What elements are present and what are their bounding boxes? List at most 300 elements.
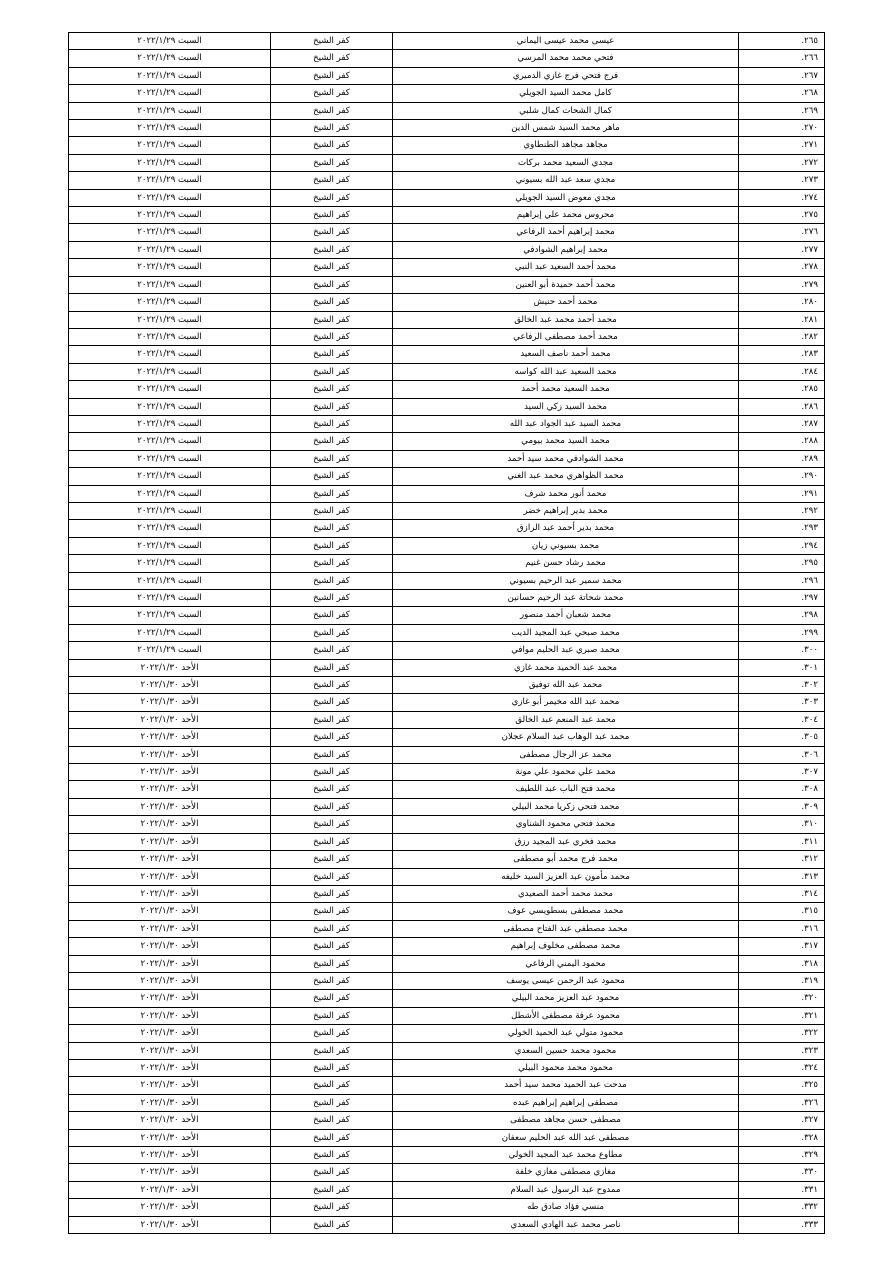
- table-row: [69, 746, 825, 763]
- person-name-cell: عيسى محمد عيسى اليماني: [393, 33, 739, 50]
- village-cell: كفر الشيخ: [271, 241, 393, 258]
- table-row: [69, 433, 825, 450]
- person-name-cell: محمد عبد الحميد محمد غازي: [393, 659, 739, 676]
- person-name-cell: محمد مصطفى عبد الفتاح مصطفى: [393, 920, 739, 937]
- row-number-cell: ٢٦٦.: [739, 50, 825, 67]
- date-cell: الأحد ٢٠٢٢/١/٣٠: [69, 1216, 271, 1233]
- row-number-cell: ٣٢٥.: [739, 1077, 825, 1094]
- row-number-cell: ٢٨٤.: [739, 363, 825, 380]
- date-cell: السبت ٢٠٢٢/١/٢٩: [69, 555, 271, 572]
- row-number-cell: ٢٨٩.: [739, 450, 825, 467]
- person-name-cell: محمد أحمد مصطفى الرفاعي: [393, 328, 739, 345]
- village-cell: كفر الشيخ: [271, 485, 393, 502]
- date-cell: السبت ٢٠٢٢/١/٢٩: [69, 572, 271, 589]
- person-name-cell: محمود متولي عبد الحميد الخولي: [393, 1025, 739, 1042]
- village-cell: كفر الشيخ: [271, 868, 393, 885]
- person-name-cell: مدحت عبد الحميد محمد سيد أحمد: [393, 1077, 739, 1094]
- village-cell: كفر الشيخ: [271, 1181, 393, 1198]
- person-name-cell: محمد رشاد حسن غنيم: [393, 555, 739, 572]
- table-row: [69, 1077, 825, 1094]
- table-row: [69, 711, 825, 728]
- person-name-cell: محمد شحاتة عبد الرحيم حسانين: [393, 590, 739, 607]
- date-cell: السبت ٢٠٢٢/١/٢٩: [69, 102, 271, 119]
- row-number-cell: ٣٠٣.: [739, 694, 825, 711]
- date-cell: السبت ٢٠٢٢/١/٢٩: [69, 468, 271, 485]
- village-cell: كفر الشيخ: [271, 137, 393, 154]
- person-name-cell: محمود محمد محمود البيلي: [393, 1059, 739, 1076]
- village-cell: كفر الشيخ: [271, 502, 393, 519]
- row-number-cell: ٢٩٢.: [739, 502, 825, 519]
- village-cell: كفر الشيخ: [271, 276, 393, 293]
- date-cell: السبت ٢٠٢٢/١/٢٩: [69, 137, 271, 154]
- row-number-cell: ٣٠٦.: [739, 746, 825, 763]
- table-row: [69, 415, 825, 432]
- person-name-cell: مصطفى إبراهيم إبراهيم عبده: [393, 1094, 739, 1111]
- row-number-cell: ٣٢٣.: [739, 1042, 825, 1059]
- row-number-cell: ٢٨٦.: [739, 398, 825, 415]
- row-number-cell: ٢٩٧.: [739, 590, 825, 607]
- date-cell: السبت ٢٠٢٢/١/٢٩: [69, 398, 271, 415]
- person-name-cell: محمد الظواهري محمد عبد الغني: [393, 468, 739, 485]
- village-cell: كفر الشيخ: [271, 677, 393, 694]
- village-cell: كفر الشيخ: [271, 920, 393, 937]
- date-cell: السبت ٢٠٢٢/١/٢٩: [69, 224, 271, 241]
- row-number-cell: ٢٨٧.: [739, 415, 825, 432]
- date-cell: الأحد ٢٠٢٢/١/٣٠: [69, 1147, 271, 1164]
- date-cell: الأحد ٢٠٢٢/١/٣٠: [69, 1129, 271, 1146]
- person-name-cell: فتحي محمد محمد المرسي: [393, 50, 739, 67]
- row-number-cell: ٣٢١.: [739, 1007, 825, 1024]
- table-row: [69, 798, 825, 815]
- table-row: [69, 1164, 825, 1181]
- date-cell: الأحد ٢٠٢٢/١/٣٠: [69, 938, 271, 955]
- row-number-cell: ٣٣١.: [739, 1181, 825, 1198]
- date-cell: الأحد ٢٠٢٢/١/٣٠: [69, 746, 271, 763]
- table-row: [69, 659, 825, 676]
- table-row: [69, 1129, 825, 1146]
- row-number-cell: ٢٧٦.: [739, 224, 825, 241]
- date-cell: الأحد ٢٠٢٢/١/٣٠: [69, 711, 271, 728]
- village-cell: كفر الشيخ: [271, 67, 393, 84]
- date-cell: الأحد ٢٠٢٢/١/٣٠: [69, 868, 271, 885]
- village-cell: كفر الشيخ: [271, 102, 393, 119]
- village-cell: كفر الشيخ: [271, 938, 393, 955]
- row-number-cell: ٢٩٠.: [739, 468, 825, 485]
- table-row: [69, 677, 825, 694]
- person-name-cell: فرج فتحي فرج غازي الدميري: [393, 67, 739, 84]
- row-number-cell: ٢٩٤.: [739, 537, 825, 554]
- row-number-cell: ٢٧٧.: [739, 241, 825, 258]
- person-name-cell: محمود عبد الرحمن عيسى يوسف: [393, 972, 739, 989]
- person-name-cell: محمد أحمد محمد عبد الخالق: [393, 311, 739, 328]
- date-cell: السبت ٢٠٢٢/١/٢٩: [69, 607, 271, 624]
- table-row: [69, 67, 825, 84]
- date-cell: السبت ٢٠٢٢/١/٢٩: [69, 85, 271, 102]
- table-row: [69, 1007, 825, 1024]
- village-cell: كفر الشيخ: [271, 120, 393, 137]
- person-name-cell: مجدي سعد عبد الله بسيوني: [393, 172, 739, 189]
- table-row: [69, 1216, 825, 1233]
- village-cell: كفر الشيخ: [271, 607, 393, 624]
- village-cell: كفر الشيخ: [271, 346, 393, 363]
- date-cell: الأحد ٢٠٢٢/١/٣٠: [69, 955, 271, 972]
- roster-table: [68, 32, 825, 1234]
- table-row: [69, 1094, 825, 1111]
- table-row: [69, 1199, 825, 1216]
- row-number-cell: ٢٦٩.: [739, 102, 825, 119]
- table-row: [69, 1059, 825, 1076]
- table-row: [69, 885, 825, 902]
- person-name-cell: محمد فتح الباب عبد اللطيف: [393, 781, 739, 798]
- person-name-cell: محمد محمد أحمد الصعيدي: [393, 885, 739, 902]
- row-number-cell: ٣٠٢.: [739, 677, 825, 694]
- table-row: [69, 189, 825, 206]
- village-cell: كفر الشيخ: [271, 885, 393, 902]
- date-cell: السبت ٢٠٢٢/١/٢٩: [69, 590, 271, 607]
- village-cell: كفر الشيخ: [271, 520, 393, 537]
- date-cell: السبت ٢٠٢٢/١/٢٩: [69, 537, 271, 554]
- table-row: [69, 259, 825, 276]
- person-name-cell: ناصر محمد عبد الهادي السعدي: [393, 1216, 739, 1233]
- village-cell: كفر الشيخ: [271, 798, 393, 815]
- date-cell: الأحد ٢٠٢٢/١/٣٠: [69, 816, 271, 833]
- table-row: [69, 555, 825, 572]
- table-row: [69, 729, 825, 746]
- village-cell: كفر الشيخ: [271, 781, 393, 798]
- date-cell: الأحد ٢٠٢٢/١/٣٠: [69, 885, 271, 902]
- row-number-cell: ٣٠٧.: [739, 764, 825, 781]
- person-name-cell: مغازي مصطفى مغازي خلفة: [393, 1164, 739, 1181]
- row-number-cell: ٣٢٢.: [739, 1025, 825, 1042]
- person-name-cell: محمد بدير إبراهيم خضر: [393, 502, 739, 519]
- village-cell: كفر الشيخ: [271, 450, 393, 467]
- row-number-cell: ٣٠٠.: [739, 642, 825, 659]
- row-number-cell: ٣٢٩.: [739, 1147, 825, 1164]
- person-name-cell: محروس محمد علي إبراهيم: [393, 207, 739, 224]
- date-cell: السبت ٢٠٢٢/١/٢٩: [69, 50, 271, 67]
- person-name-cell: مجاهد مجاهد الطنطاوي: [393, 137, 739, 154]
- table-row: [69, 972, 825, 989]
- person-name-cell: كامل محمد السيد الجويلي: [393, 85, 739, 102]
- table-row: [69, 781, 825, 798]
- row-number-cell: ٢٧١.: [739, 137, 825, 154]
- village-cell: كفر الشيخ: [271, 1007, 393, 1024]
- person-name-cell: محمود محمد حسين السعدي: [393, 1042, 739, 1059]
- table-row: [69, 50, 825, 67]
- row-number-cell: ٣١٢.: [739, 851, 825, 868]
- date-cell: الأحد ٢٠٢٢/١/٣٠: [69, 1025, 271, 1042]
- date-cell: الأحد ٢٠٢٢/١/٣٠: [69, 1112, 271, 1129]
- table-row: [69, 955, 825, 972]
- row-number-cell: ٢٨٨.: [739, 433, 825, 450]
- date-cell: الأحد ٢٠٢٢/١/٣٠: [69, 990, 271, 1007]
- row-number-cell: ٢٨٢.: [739, 328, 825, 345]
- row-number-cell: ٣٢٤.: [739, 1059, 825, 1076]
- table-row: [69, 502, 825, 519]
- village-cell: كفر الشيخ: [271, 729, 393, 746]
- village-cell: كفر الشيخ: [271, 1025, 393, 1042]
- village-cell: كفر الشيخ: [271, 1147, 393, 1164]
- date-cell: الأحد ٢٠٢٢/١/٣٠: [69, 972, 271, 989]
- row-number-cell: ٢٨٣.: [739, 346, 825, 363]
- person-name-cell: محمد عبد الله مخيمر أبو غازي: [393, 694, 739, 711]
- date-cell: السبت ٢٠٢٢/١/٢٩: [69, 294, 271, 311]
- village-cell: كفر الشيخ: [271, 1129, 393, 1146]
- table-row: [69, 241, 825, 258]
- person-name-cell: محمد السيد عبد الجواد عبد الله: [393, 415, 739, 432]
- table-row: [69, 607, 825, 624]
- village-cell: كفر الشيخ: [271, 33, 393, 50]
- date-cell: السبت ٢٠٢٢/١/٢٩: [69, 520, 271, 537]
- village-cell: كفر الشيخ: [271, 746, 393, 763]
- date-cell: السبت ٢٠٢٢/١/٢٩: [69, 67, 271, 84]
- table-row: [69, 120, 825, 137]
- village-cell: كفر الشيخ: [271, 572, 393, 589]
- row-number-cell: ٣١٤.: [739, 885, 825, 902]
- person-name-cell: محمد عبد الله توفيق: [393, 677, 739, 694]
- village-cell: كفر الشيخ: [271, 433, 393, 450]
- date-cell: الأحد ٢٠٢٢/١/٣٠: [69, 1042, 271, 1059]
- row-number-cell: ٣٠٨.: [739, 781, 825, 798]
- table-row: [69, 520, 825, 537]
- date-cell: الأحد ٢٠٢٢/١/٣٠: [69, 1199, 271, 1216]
- table-row: [69, 642, 825, 659]
- person-name-cell: محمد فخري عبد المجيد رزق: [393, 833, 739, 850]
- date-cell: الأحد ٢٠٢٢/١/٣٠: [69, 798, 271, 815]
- village-cell: كفر الشيخ: [271, 1094, 393, 1111]
- table-row: [69, 833, 825, 850]
- table-row: [69, 102, 825, 119]
- person-name-cell: محمد فتحي زكريا محمد البيلي: [393, 798, 739, 815]
- row-number-cell: ٢٧٢.: [739, 154, 825, 171]
- table-row: [69, 868, 825, 885]
- person-name-cell: محمد أحمد ناصف السعيد: [393, 346, 739, 363]
- date-cell: السبت ٢٠٢٢/١/٢٩: [69, 276, 271, 293]
- person-name-cell: محمد مصطفى بسطويسي عوف: [393, 903, 739, 920]
- date-cell: السبت ٢٠٢٢/١/٢٩: [69, 381, 271, 398]
- village-cell: كفر الشيخ: [271, 537, 393, 554]
- date-cell: السبت ٢٠٢٢/١/٢٩: [69, 120, 271, 137]
- person-name-cell: مصطفى حسن مجاهد مصطفى: [393, 1112, 739, 1129]
- person-name-cell: محمد إبراهيم الشوادفي: [393, 241, 739, 258]
- person-name-cell: محمد أحمد حنيش: [393, 294, 739, 311]
- person-name-cell: محمد إبراهيم أحمد الرفاعي: [393, 224, 739, 241]
- table-row: [69, 572, 825, 589]
- date-cell: السبت ٢٠٢٢/١/٢٩: [69, 311, 271, 328]
- person-name-cell: ماهر محمد السيد شمس الدين: [393, 120, 739, 137]
- person-name-cell: كمال الشحات كمال شلبي: [393, 102, 739, 119]
- date-cell: السبت ٢٠٢٢/١/٢٩: [69, 415, 271, 432]
- date-cell: السبت ٢٠٢٢/١/٢٩: [69, 624, 271, 641]
- person-name-cell: محمد أحمد السعيد عبد النبي: [393, 259, 739, 276]
- village-cell: كفر الشيخ: [271, 311, 393, 328]
- village-cell: كفر الشيخ: [271, 903, 393, 920]
- table-row: [69, 990, 825, 1007]
- row-number-cell: ٣٠٤.: [739, 711, 825, 728]
- row-number-cell: ٣١٠.: [739, 816, 825, 833]
- date-cell: الأحد ٢٠٢٢/١/٣٠: [69, 1059, 271, 1076]
- table-row: [69, 207, 825, 224]
- row-number-cell: ٢٧٩.: [739, 276, 825, 293]
- row-number-cell: ٢٩٩.: [739, 624, 825, 641]
- person-name-cell: محمد أحمد حميدة أبو العنين: [393, 276, 739, 293]
- row-number-cell: ٣١٩.: [739, 972, 825, 989]
- table-row: [69, 224, 825, 241]
- table-row: [69, 1147, 825, 1164]
- date-cell: السبت ٢٠٢٢/١/٢٩: [69, 328, 271, 345]
- table-row: [69, 851, 825, 868]
- person-name-cell: محمد السعيد محمد أحمد: [393, 381, 739, 398]
- row-number-cell: ٢٧٣.: [739, 172, 825, 189]
- date-cell: السبت ٢٠٢٢/١/٢٩: [69, 172, 271, 189]
- date-cell: الأحد ٢٠٢٢/١/٣٠: [69, 851, 271, 868]
- village-cell: كفر الشيخ: [271, 207, 393, 224]
- village-cell: كفر الشيخ: [271, 851, 393, 868]
- person-name-cell: محمد الشوادفي محمد سيد أحمد: [393, 450, 739, 467]
- table-row: [69, 1025, 825, 1042]
- date-cell: السبت ٢٠٢٢/١/٢٩: [69, 346, 271, 363]
- row-number-cell: ٣٣٢.: [739, 1199, 825, 1216]
- date-cell: الأحد ٢٠٢٢/١/٣٠: [69, 659, 271, 676]
- row-number-cell: ٣٢٨.: [739, 1129, 825, 1146]
- row-number-cell: ٢٧٠.: [739, 120, 825, 137]
- table-row: [69, 85, 825, 102]
- row-number-cell: ٣١١.: [739, 833, 825, 850]
- table-row: [69, 328, 825, 345]
- table-row: [69, 1112, 825, 1129]
- table-row: [69, 363, 825, 380]
- row-number-cell: ٢٩٥.: [739, 555, 825, 572]
- row-number-cell: ٣٢٠.: [739, 990, 825, 1007]
- table-row: [69, 816, 825, 833]
- person-name-cell: محمود اليمني الرفاعي: [393, 955, 739, 972]
- row-number-cell: ٢٩١.: [739, 485, 825, 502]
- date-cell: الأحد ٢٠٢٢/١/٣٠: [69, 764, 271, 781]
- row-number-cell: ٢٦٥.: [739, 33, 825, 50]
- row-number-cell: ٣١٥.: [739, 903, 825, 920]
- date-cell: السبت ٢٠٢٢/١/٢٩: [69, 485, 271, 502]
- village-cell: كفر الشيخ: [271, 555, 393, 572]
- row-number-cell: ٣٠٥.: [739, 729, 825, 746]
- date-cell: السبت ٢٠٢٢/١/٢٩: [69, 363, 271, 380]
- date-cell: السبت ٢٠٢٢/١/٢٩: [69, 450, 271, 467]
- table-row: [69, 33, 825, 50]
- village-cell: كفر الشيخ: [271, 833, 393, 850]
- date-cell: السبت ٢٠٢٢/١/٢٩: [69, 33, 271, 50]
- date-cell: الأحد ٢٠٢٢/١/٣٠: [69, 1181, 271, 1198]
- date-cell: الأحد ٢٠٢٢/١/٣٠: [69, 833, 271, 850]
- person-name-cell: محمود عرفة مصطفى الأشطل: [393, 1007, 739, 1024]
- date-cell: الأحد ٢٠٢٢/١/٣٠: [69, 1094, 271, 1111]
- village-cell: كفر الشيخ: [271, 468, 393, 485]
- date-cell: السبت ٢٠٢٢/١/٢٩: [69, 189, 271, 206]
- table-row: [69, 172, 825, 189]
- row-number-cell: ٣٢٧.: [739, 1112, 825, 1129]
- row-number-cell: ٢٧٨.: [739, 259, 825, 276]
- village-cell: كفر الشيخ: [271, 1042, 393, 1059]
- person-name-cell: محمود عبد العزيز محمد البيلي: [393, 990, 739, 1007]
- table-row: [69, 590, 825, 607]
- table-row: [69, 294, 825, 311]
- person-name-cell: محمد أنور محمد شرف: [393, 485, 739, 502]
- village-cell: كفر الشيخ: [271, 764, 393, 781]
- date-cell: السبت ٢٠٢٢/١/٢٩: [69, 433, 271, 450]
- table-row: [69, 537, 825, 554]
- person-name-cell: محمد عبد المنعم عبد الخالق: [393, 711, 739, 728]
- person-name-cell: محمد بدير أحمد عبد الرازق: [393, 520, 739, 537]
- person-name-cell: محمد شعبان أحمد منصور: [393, 607, 739, 624]
- village-cell: كفر الشيخ: [271, 624, 393, 641]
- person-name-cell: محمد عبد الوهاب عبد السلام عجلان: [393, 729, 739, 746]
- village-cell: كفر الشيخ: [271, 590, 393, 607]
- village-cell: كفر الشيخ: [271, 955, 393, 972]
- village-cell: كفر الشيخ: [271, 711, 393, 728]
- table-row: [69, 154, 825, 171]
- row-number-cell: ٢٦٨.: [739, 85, 825, 102]
- village-cell: كفر الشيخ: [271, 642, 393, 659]
- table-row: [69, 450, 825, 467]
- date-cell: الأحد ٢٠٢٢/١/٣٠: [69, 1007, 271, 1024]
- village-cell: كفر الشيخ: [271, 1112, 393, 1129]
- person-name-cell: مجدي معوض السيد الجويلي: [393, 189, 739, 206]
- row-number-cell: ٢٦٧.: [739, 67, 825, 84]
- date-cell: الأحد ٢٠٢٢/١/٣٠: [69, 1077, 271, 1094]
- table-row: [69, 468, 825, 485]
- table-row: [69, 276, 825, 293]
- row-number-cell: ٣١٣.: [739, 868, 825, 885]
- table-row: [69, 346, 825, 363]
- person-name-cell: محمد السيد زكي السيد: [393, 398, 739, 415]
- village-cell: كفر الشيخ: [271, 363, 393, 380]
- row-number-cell: ٢٨١.: [739, 311, 825, 328]
- village-cell: كفر الشيخ: [271, 972, 393, 989]
- village-cell: كفر الشيخ: [271, 224, 393, 241]
- table-row: [69, 938, 825, 955]
- date-cell: السبت ٢٠٢٢/١/٢٩: [69, 642, 271, 659]
- village-cell: كفر الشيخ: [271, 415, 393, 432]
- person-name-cell: محمد فتحي محمود الشناوي: [393, 816, 739, 833]
- roster-table-body: [69, 33, 825, 1234]
- table-row: [69, 381, 825, 398]
- village-cell: كفر الشيخ: [271, 1077, 393, 1094]
- person-name-cell: محمد السيد محمد بيومي: [393, 433, 739, 450]
- table-row: [69, 903, 825, 920]
- date-cell: السبت ٢٠٢٢/١/٢٩: [69, 241, 271, 258]
- village-cell: كفر الشيخ: [271, 694, 393, 711]
- row-number-cell: ٢٩٨.: [739, 607, 825, 624]
- village-cell: كفر الشيخ: [271, 85, 393, 102]
- village-cell: كفر الشيخ: [271, 398, 393, 415]
- date-cell: الأحد ٢٠٢٢/١/٣٠: [69, 1164, 271, 1181]
- person-name-cell: محمد مصطفى مخلوف إبراهيم: [393, 938, 739, 955]
- date-cell: السبت ٢٠٢٢/١/٢٩: [69, 259, 271, 276]
- table-row: [69, 1042, 825, 1059]
- village-cell: كفر الشيخ: [271, 154, 393, 171]
- village-cell: كفر الشيخ: [271, 1199, 393, 1216]
- village-cell: كفر الشيخ: [271, 294, 393, 311]
- date-cell: الأحد ٢٠٢٢/١/٣٠: [69, 729, 271, 746]
- date-cell: السبت ٢٠٢٢/١/٢٩: [69, 502, 271, 519]
- row-number-cell: ٢٩٣.: [739, 520, 825, 537]
- person-name-cell: محمد فرج محمد أبو مصطفى: [393, 851, 739, 868]
- row-number-cell: ٢٧٤.: [739, 189, 825, 206]
- person-name-cell: محمد علي محمود علي مونة: [393, 764, 739, 781]
- table-row: [69, 764, 825, 781]
- village-cell: كفر الشيخ: [271, 259, 393, 276]
- row-number-cell: ٣١٧.: [739, 938, 825, 955]
- village-cell: كفر الشيخ: [271, 1059, 393, 1076]
- person-name-cell: منسي فؤاد صادق طه: [393, 1199, 739, 1216]
